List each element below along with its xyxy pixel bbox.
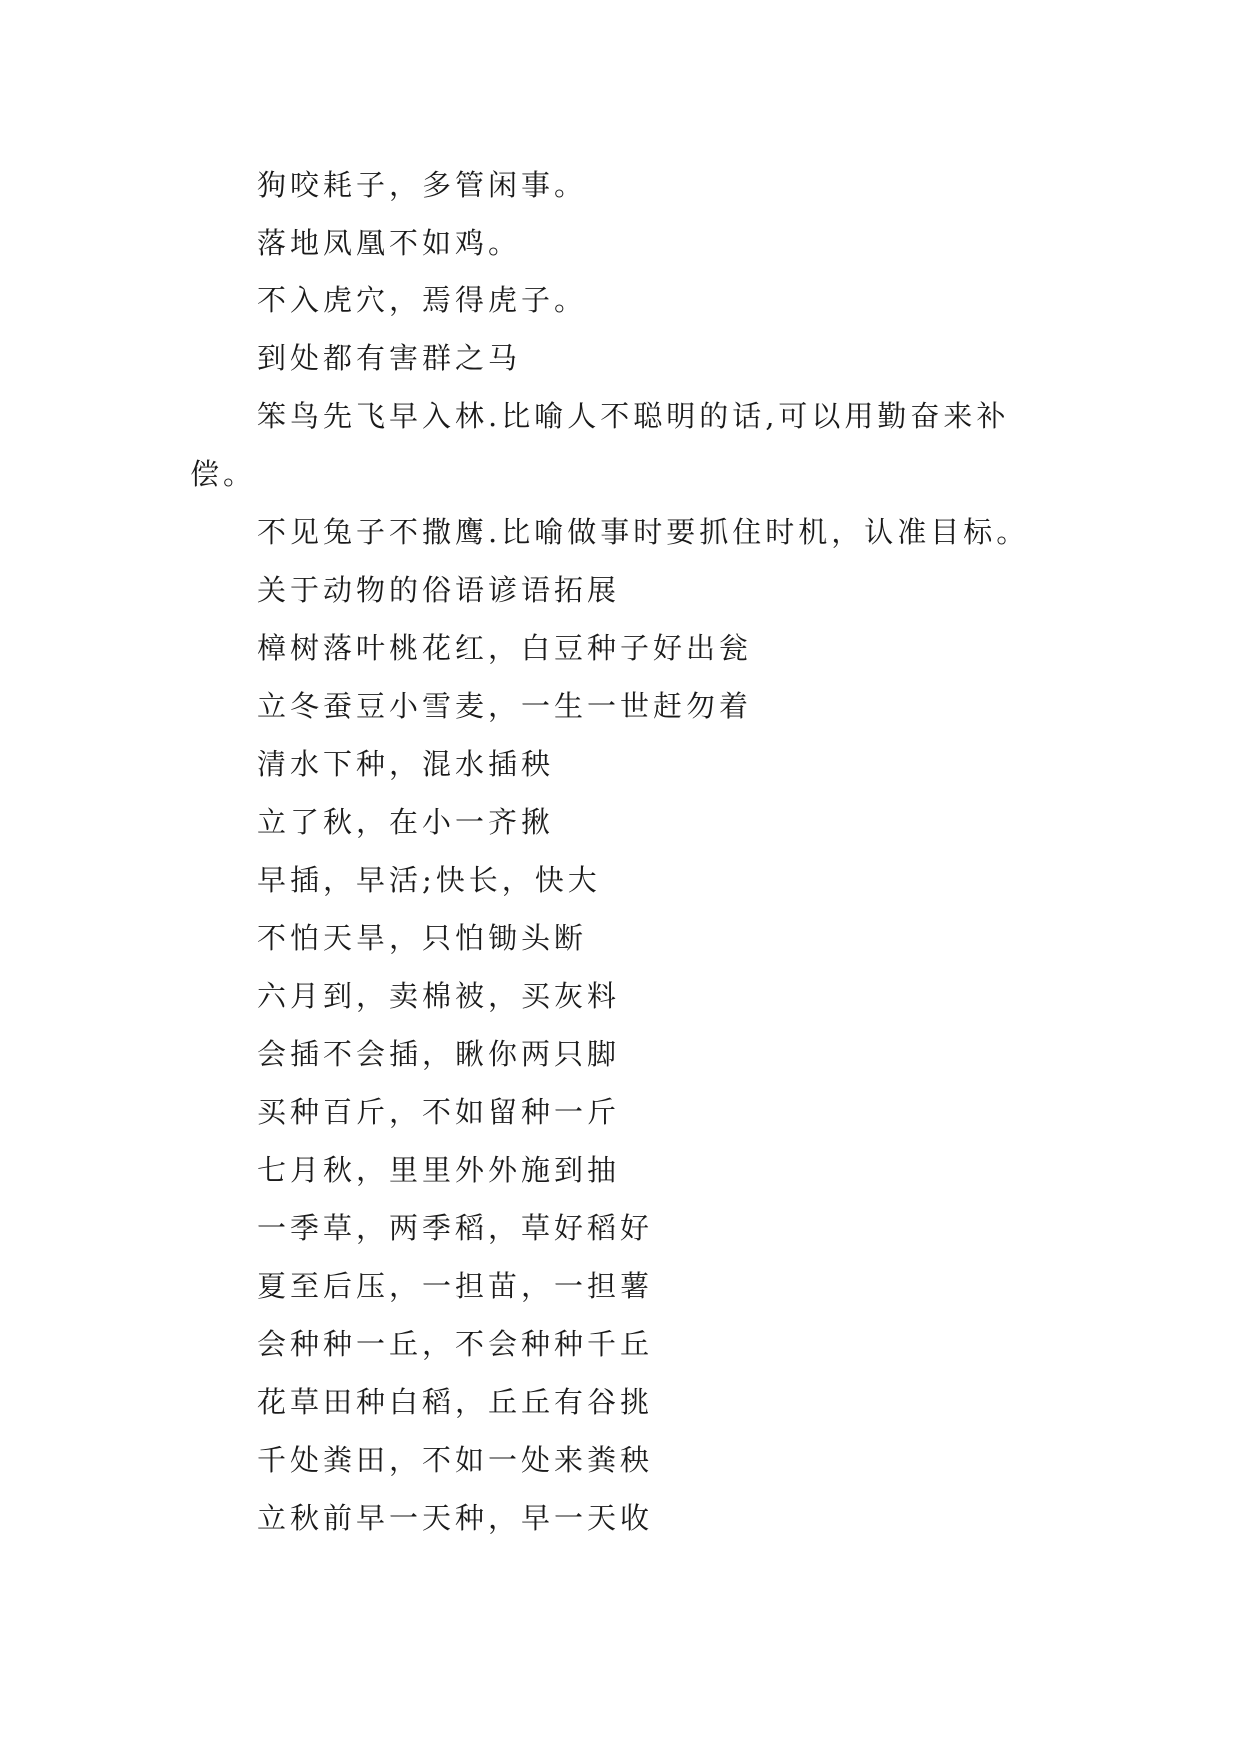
text-line: 花草田种白稻，丘丘有谷挑 bbox=[257, 1385, 654, 1419]
section-heading: 关于动物的俗语谚语拓展 bbox=[257, 573, 621, 607]
text-line: 清水下种，混水插秧 bbox=[257, 747, 555, 781]
text-line-continuation: 偿。 bbox=[190, 457, 257, 491]
text-line: 不见兔子不撒鹰.比喻做事时要抓住时机，认准目标。 bbox=[257, 515, 1030, 549]
text-line: 千处粪田，不如一处来粪秧 bbox=[257, 1443, 654, 1477]
text-line: 早插，早活;快长，快大 bbox=[257, 863, 601, 897]
text-line: 会种种一丘，不会种种千丘 bbox=[257, 1327, 654, 1361]
text-line: 落地凤凰不如鸡。 bbox=[257, 226, 522, 260]
text-line: 笨鸟先飞早入林.比喻人不聪明的话,可以用勤奋来补 bbox=[257, 399, 1010, 433]
text-line: 不怕天旱，只怕锄头断 bbox=[257, 921, 588, 955]
text-line: 立了秋，在小一齐揪 bbox=[257, 805, 555, 839]
text-line: 六月到，卖棉被，买灰料 bbox=[257, 979, 621, 1013]
text-line: 狗咬耗子，多管闲事。 bbox=[257, 168, 588, 202]
text-line: 立冬蚕豆小雪麦，一生一世赶勿着 bbox=[257, 689, 753, 723]
text-line: 立秋前早一天种，早一天收 bbox=[257, 1501, 654, 1535]
text-line: 买种百斤，不如留种一斤 bbox=[257, 1095, 621, 1129]
text-line: 到处都有害群之马 bbox=[257, 341, 522, 375]
text-line: 一季草，两季稻，草好稻好 bbox=[257, 1211, 654, 1245]
text-line: 七月秋，里里外外施到抽 bbox=[257, 1153, 621, 1187]
text-line: 樟树落叶桃花红，白豆种子好出瓮 bbox=[257, 631, 753, 665]
text-line: 夏至后压，一担苗，一担薯 bbox=[257, 1269, 654, 1303]
text-line: 不入虎穴，焉得虎子。 bbox=[257, 283, 588, 317]
text-line: 会插不会插，瞅你两只脚 bbox=[257, 1037, 621, 1071]
